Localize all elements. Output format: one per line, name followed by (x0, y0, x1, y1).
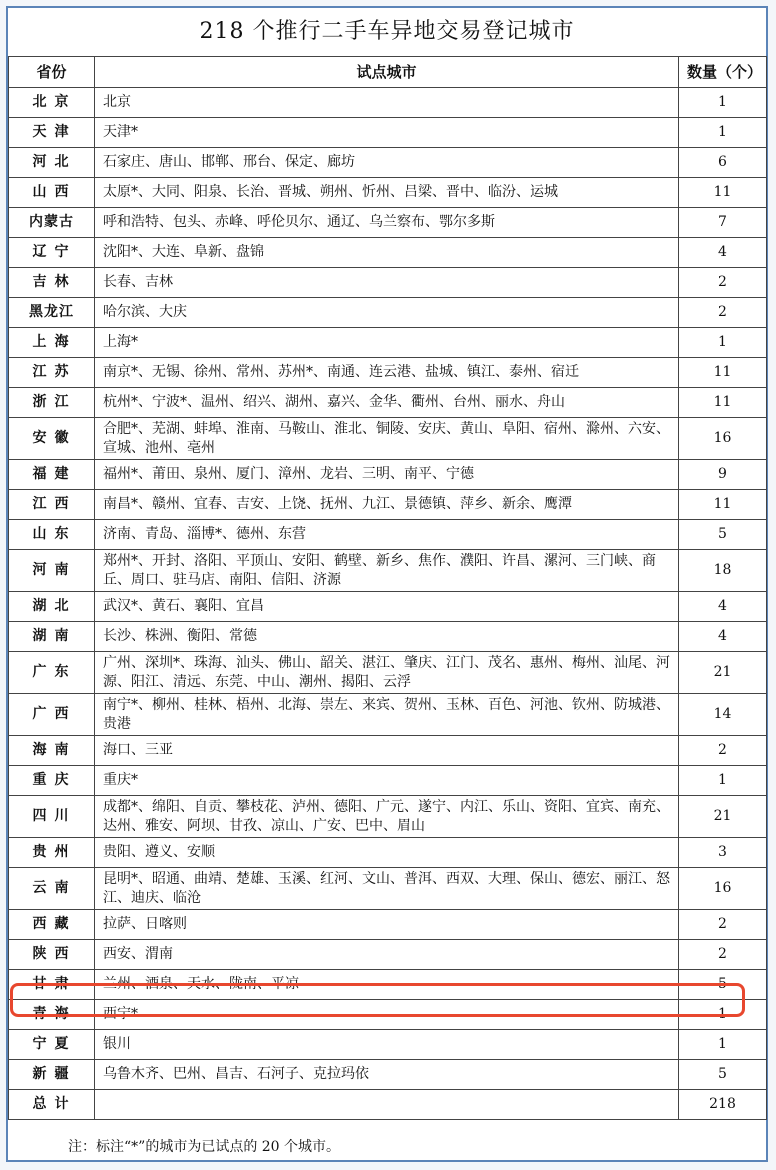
count-cell: 18 (679, 550, 767, 592)
table-row (9, 766, 767, 796)
footnote: 注：标注“*”的城市为已试点的 20 个城市。 (68, 1139, 341, 1155)
cities-cell: 合肥*、芜湖、蚌埠、淮南、马鞍山、淮北、铜陵、安庆、黄山、阜阳、宿州、滁州、六安、宣城、池州、亳州 (95, 418, 679, 460)
table-row (9, 490, 767, 520)
table-row (9, 388, 767, 418)
cities-cell: 天津* (95, 118, 679, 148)
cities-cell: 海口、三亚 (95, 736, 679, 766)
province-cell: 重庆 (9, 766, 95, 796)
province-cell: 海南 (9, 736, 95, 766)
province-cell: 上海 (9, 328, 95, 358)
cities-cell: 南宁*、柳州、桂林、梧州、北海、崇左、来宾、贺州、玉林、百色、河池、钦州、防城港、贵港 (95, 694, 679, 736)
province-cell: 内蒙古 (9, 208, 95, 238)
table-row (9, 178, 767, 208)
cities-cell: 太原*、大同、阳泉、长治、晋城、朔州、忻州、吕梁、晋中、临汾、运城 (95, 178, 679, 208)
table-row (9, 1030, 767, 1060)
count-cell: 5 (679, 520, 767, 550)
count-cell: 5 (679, 970, 767, 1000)
count-cell: 21 (679, 796, 767, 838)
cities-cell: 郑州*、开封、洛阳、平顶山、安阳、鹤壁、新乡、焦作、濮阳、许昌、漯河、三门峡、商丘、周口、驻马店、南阳、信阳、济源 (95, 550, 679, 592)
count-cell: 1 (679, 88, 767, 118)
table-row (9, 868, 767, 910)
table-row (9, 550, 767, 592)
count-cell: 14 (679, 694, 767, 736)
count-cell: 3 (679, 838, 767, 868)
city-table (8, 56, 767, 1120)
table-row (9, 460, 767, 490)
cities-cell: 杭州*、宁波*、温州、绍兴、湖州、嘉兴、金华、衢州、台州、丽水、舟山 (95, 388, 679, 418)
province-cell: 河南 (9, 550, 95, 592)
province-cell: 山西 (9, 178, 95, 208)
cities-cell: 长春、吉林 (95, 268, 679, 298)
table-row (9, 520, 767, 550)
count-cell: 11 (679, 388, 767, 418)
header-province: 省份 (9, 57, 95, 88)
cities-cell: 乌鲁木齐、巴州、昌吉、石河子、克拉玛依 (95, 1060, 679, 1090)
province-cell: 江苏 (9, 358, 95, 388)
count-cell: 11 (679, 490, 767, 520)
table-header-row (9, 57, 767, 88)
cities-cell: 南昌*、赣州、宜春、吉安、上饶、抚州、九江、景德镇、萍乡、新余、鹰潭 (95, 490, 679, 520)
total-empty-cell (95, 1090, 679, 1120)
province-cell: 广西 (9, 694, 95, 736)
province-cell: 湖北 (9, 592, 95, 622)
table-row (9, 838, 767, 868)
province-cell: 湖南 (9, 622, 95, 652)
cities-cell: 哈尔滨、大庆 (95, 298, 679, 328)
table-row (9, 694, 767, 736)
table-row (9, 358, 767, 388)
count-cell: 2 (679, 268, 767, 298)
province-cell: 贵州 (9, 838, 95, 868)
province-cell: 陕西 (9, 940, 95, 970)
count-cell: 5 (679, 1060, 767, 1090)
province-cell: 辽宁 (9, 238, 95, 268)
table-row (9, 1060, 767, 1090)
total-label: 总计 (9, 1090, 95, 1120)
table-row (9, 328, 767, 358)
count-cell: 7 (679, 208, 767, 238)
count-cell: 1 (679, 1030, 767, 1060)
province-cell: 青海 (9, 1000, 95, 1030)
cities-cell: 西宁* (95, 1000, 679, 1030)
table-row (9, 268, 767, 298)
province-cell: 山东 (9, 520, 95, 550)
cities-cell: 石家庄、唐山、邯郸、邢台、保定、廊坊 (95, 148, 679, 178)
count-cell: 4 (679, 592, 767, 622)
cities-cell: 成都*、绵阳、自贡、攀枝花、泸州、德阳、广元、遂宁、内江、乐山、资阳、宜宾、南充、达州、雅安、阿坝、甘孜、凉山、广安、巴中、眉山 (95, 796, 679, 838)
count-cell: 1 (679, 118, 767, 148)
province-cell: 黑龙江 (9, 298, 95, 328)
count-cell: 11 (679, 178, 767, 208)
province-cell: 浙江 (9, 388, 95, 418)
table-row (9, 652, 767, 694)
count-cell: 4 (679, 238, 767, 268)
province-cell: 广东 (9, 652, 95, 694)
table-row (9, 418, 767, 460)
count-cell: 1 (679, 328, 767, 358)
count-cell: 2 (679, 940, 767, 970)
table-row (9, 238, 767, 268)
count-cell: 6 (679, 148, 767, 178)
province-cell: 江西 (9, 490, 95, 520)
cities-cell: 西安、渭南 (95, 940, 679, 970)
highlight-box (10, 983, 745, 1017)
table-row (9, 88, 767, 118)
province-cell: 四川 (9, 796, 95, 838)
table-row (9, 118, 767, 148)
table-row (9, 910, 767, 940)
table-row (9, 622, 767, 652)
province-cell: 安徽 (9, 418, 95, 460)
count-cell: 2 (679, 736, 767, 766)
cities-cell: 武汉*、黄石、襄阳、宜昌 (95, 592, 679, 622)
province-cell: 河北 (9, 148, 95, 178)
cities-cell: 呼和浩特、包头、赤峰、呼伦贝尔、通辽、乌兰察布、鄂尔多斯 (95, 208, 679, 238)
province-cell: 西藏 (9, 910, 95, 940)
cities-cell: 贵阳、遵义、安顺 (95, 838, 679, 868)
table-row (9, 592, 767, 622)
cities-cell: 拉萨、日喀则 (95, 910, 679, 940)
table-row (9, 208, 767, 238)
total-count: 218 (679, 1090, 767, 1120)
table-row (9, 148, 767, 178)
count-cell: 1 (679, 766, 767, 796)
table-body (9, 88, 767, 1120)
province-cell: 云南 (9, 868, 95, 910)
cities-cell: 济南、青岛、淄博*、德州、东营 (95, 520, 679, 550)
header-cities: 试点城市 (95, 57, 679, 88)
province-cell: 甘肃 (9, 970, 95, 1000)
table-row (9, 796, 767, 838)
cities-cell: 南京*、无锡、徐州、常州、苏州*、南通、连云港、盐城、镇江、泰州、宿迁 (95, 358, 679, 388)
count-cell: 1 (679, 1000, 767, 1030)
province-cell: 新疆 (9, 1060, 95, 1090)
header-count: 数量（个） (679, 57, 767, 88)
cities-cell: 长沙、株洲、衡阳、常德 (95, 622, 679, 652)
count-cell: 2 (679, 298, 767, 328)
cities-cell: 昆明*、昭通、曲靖、楚雄、玉溪、红河、文山、普洱、西双、大理、保山、德宏、丽江、怒江、迪庆、临沧 (95, 868, 679, 910)
count-cell: 16 (679, 868, 767, 910)
count-cell: 11 (679, 358, 767, 388)
table-row (9, 940, 767, 970)
count-cell: 9 (679, 460, 767, 490)
table-row (9, 736, 767, 766)
count-cell: 16 (679, 418, 767, 460)
province-cell: 北京 (9, 88, 95, 118)
cities-cell: 重庆* (95, 766, 679, 796)
cities-cell: 上海* (95, 328, 679, 358)
province-cell: 吉林 (9, 268, 95, 298)
province-cell: 宁夏 (9, 1030, 95, 1060)
cities-cell: 兰州、酒泉、天水、陇南、平凉 (95, 970, 679, 1000)
count-cell: 4 (679, 622, 767, 652)
cities-cell: 福州*、莆田、泉州、厦门、漳州、龙岩、三明、南平、宁德 (95, 460, 679, 490)
count-cell: 21 (679, 652, 767, 694)
cities-cell: 北京 (95, 88, 679, 118)
cities-cell: 广州、深圳*、珠海、汕头、佛山、韶关、湛江、肇庆、江门、茂名、惠州、梅州、汕尾、河源、阳江、清远、东莞、中山、潮州、揭阳、云浮 (95, 652, 679, 694)
province-cell: 福建 (9, 460, 95, 490)
cities-cell: 银川 (95, 1030, 679, 1060)
cities-cell: 沈阳*、大连、阜新、盘锦 (95, 238, 679, 268)
document-title: 218 个推行二手车异地交易登记城市 (8, 8, 766, 57)
total-row (9, 1090, 767, 1120)
table-row (9, 298, 767, 328)
count-cell: 2 (679, 910, 767, 940)
province-cell: 天津 (9, 118, 95, 148)
